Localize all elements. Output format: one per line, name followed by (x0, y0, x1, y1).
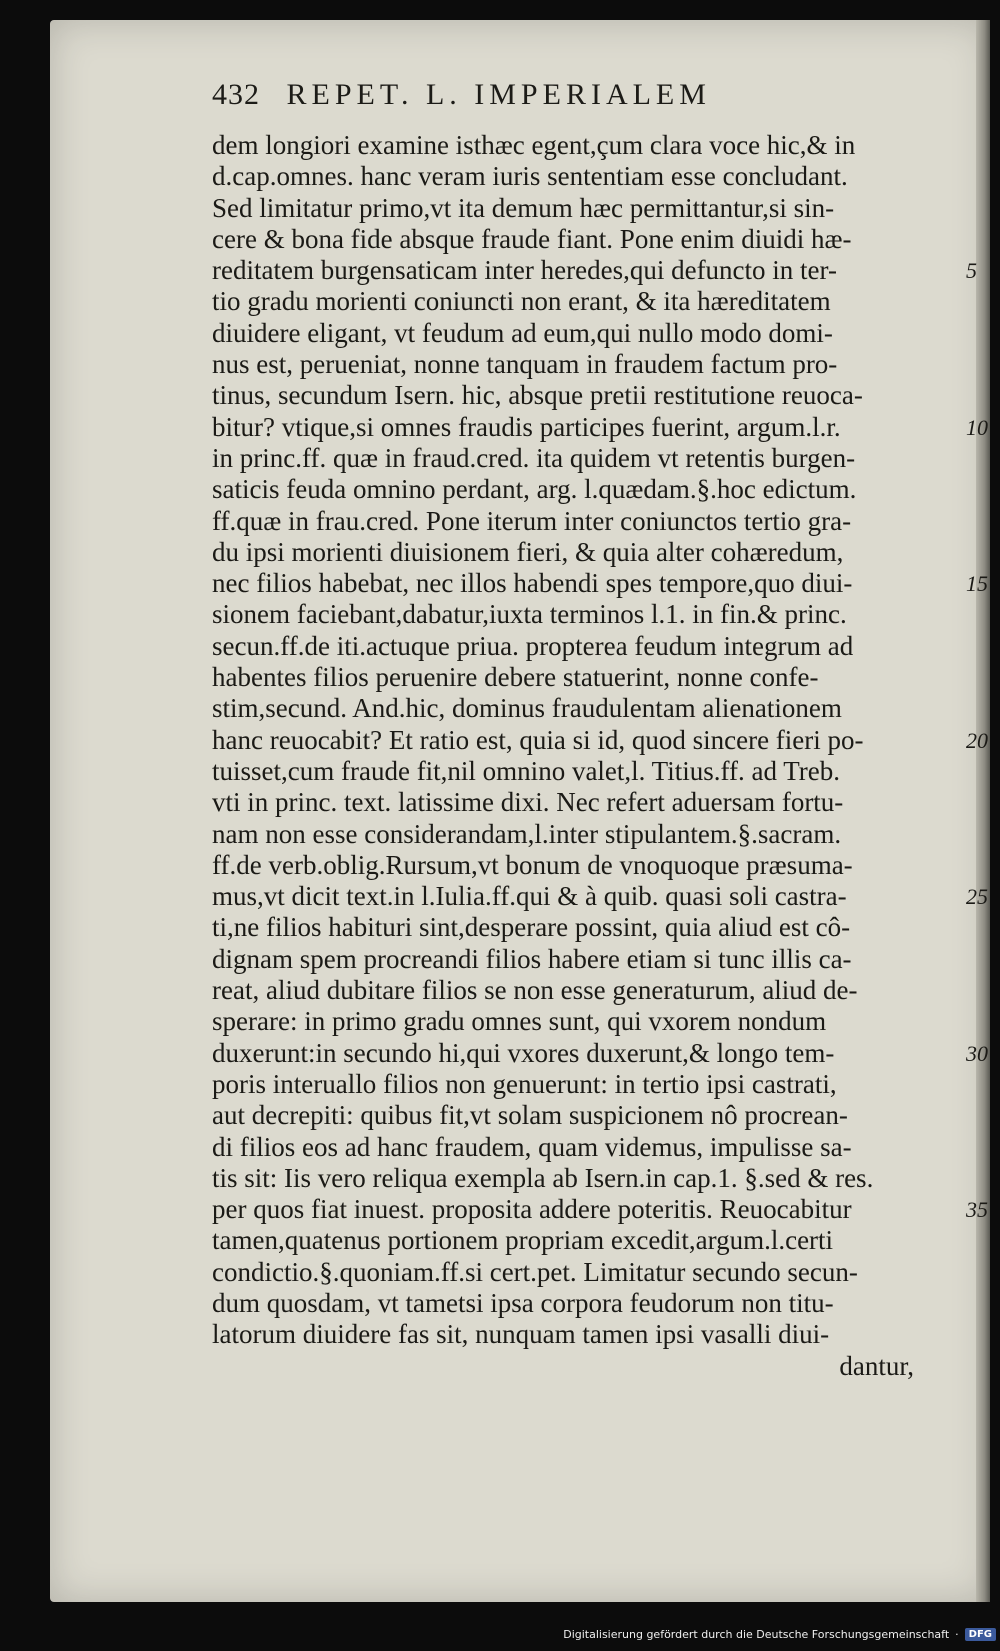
margin-number: 30 (966, 1040, 988, 1066)
text-line: duxerunt:in secundo hi,qui vxores duxerunt,& longo tem- (212, 1037, 835, 1068)
text-line: hanc reuocabit? Et ratio est, quia si id, quod sincere fieri po- (212, 724, 864, 755)
digitization-footer: Digitalisierung gefördert durch die Deutsche Forschungsgemeinschaft · DFG (563, 1623, 996, 1645)
text-line: ff.quæ in frau.cred. Pone iterum inter coniunctos tertio gra- (212, 505, 852, 536)
text-line: per quos fiat inuest. proposita addere poteritis. Reuocabitur (212, 1194, 852, 1225)
text-line: nam non esse considerandam,l.inter stipulantem.§.sacram. (212, 818, 842, 849)
text-line: tuisset,cum fraude fit,nil omnino valet,l. Titius.ff. ad Treb. (212, 755, 840, 786)
running-header (212, 78, 832, 118)
text-line: dignam spem procreandi filios habere etiam si tunc illis ca- (212, 943, 852, 974)
dfg-logo-icon: DFG (965, 1628, 996, 1641)
text-line: tis sit: Iis vero reliqua exempla ab Isern.in cap.1. §.sed & res. (212, 1162, 874, 1193)
text-line: bitur? vtique,si omnes fraudis participes fuerint, argum.l.r. (212, 411, 841, 442)
margin-number: 25 (966, 884, 988, 910)
text-line: stim,secund. And.hic, dominus fraudulentam alienationem (212, 693, 842, 724)
margin-number: 5 (966, 258, 977, 284)
text-line: sperare: in primo gradu omnes sunt, qui vxorem nondum (212, 1006, 827, 1037)
text-line: in princ.ff. quæ in fraud.cred. ita quidem vt retentis burgen- (212, 442, 856, 473)
text-line: ff.de verb.oblig.Rursum,vt bonum de vnoquoque præsuma- (212, 849, 853, 880)
text-line: nec filios habebat, nec illos habendi spes tempore,quo diui- (212, 568, 853, 599)
text-line: ti,ne filios habituri sint,desperare possint, quia aliud est cô- (212, 912, 851, 943)
text-line: dem longiori examine isthæc egent,çum clara voce hic,& in (212, 130, 856, 160)
text-line: condictio.§.quoniam.ff.si cert.pet. Limitatur secundo secun- (212, 1256, 858, 1287)
text-line: vti in princ. text. latissime dixi. Nec refert aduersam fortu- (212, 787, 844, 818)
text-line: poris interuallo filios non genuerunt: in tertio ipsi castrati, (212, 1068, 837, 1099)
text-line: dum quosdam, vt tametsi ipsa corpora feudorum non titu- (212, 1287, 834, 1318)
text-line: tio gradu morienti coniuncti non erant, & ita hæreditatem (212, 286, 831, 317)
text-line: habentes filios peruenire debere statuerint, nonne confe- (212, 662, 819, 693)
margin-number: 20 (966, 727, 988, 753)
text-line: secun.ff.de iti.actuque priua. propterea feudum integrum ad (212, 630, 854, 661)
text-line: tamen,quatenus portionem propriam excedit,argum.l.certi (212, 1225, 834, 1256)
body-text (212, 130, 942, 1382)
margin-number: 15 (966, 571, 988, 597)
footer-credit: Digitalisierung gefördert durch die Deutsche Forschungsgemeinschaft (563, 1627, 950, 1641)
text-line: reditatem burgensaticam inter heredes,qui defuncto in ter- (212, 255, 837, 286)
margin-line-numbers (966, 130, 996, 1430)
text-line: diuidere eligant, vt feudum ad eum,qui nullo modo domi- (212, 317, 833, 348)
text-line: aut decrepiti: quibus fit,vt solam suspicionem nô procrean- (212, 1100, 848, 1131)
page-number: 432 (212, 78, 260, 111)
margin-number: 10 (966, 414, 988, 440)
text-line: latorum diuidere fas sit, nunquam tamen ipsi vasalli diui- (212, 1319, 830, 1350)
text-line: d.cap.omnes. hanc veram iuris sententiam esse concludant. (212, 161, 848, 192)
text-line: cere & bona fide absque fraude fiant. Pone enim diuidi hæ- (212, 223, 852, 254)
text-line: di filios eos ad hanc fraudem, quam videmus, impulisse sa- (212, 1131, 852, 1162)
text-line: du ipsi morienti diuisionem fieri, & quia alter cohæredum, (212, 536, 844, 567)
text-line: tinus, secundum Isern. hic, absque pretii restitutione reuoca- (212, 380, 863, 411)
text-line: reat, aliud dubitare filios se non esse generaturum, aliud de- (212, 975, 858, 1006)
running-title: REPET. L. IMPERIALEM (286, 78, 711, 111)
text-line: dantur, (839, 1350, 914, 1381)
margin-number: 35 (966, 1197, 988, 1223)
text-line: sionem faciebant,dabatur,iuxta terminos l.1. in fin.& princ. (212, 599, 847, 630)
text-line: mus,vt dicit text.in l.Iulia.ff.qui & à quib. quasi soli castra- (212, 881, 847, 912)
text-line: Sed limitatur primo,vt ita demum hæc permittantur,si sin- (212, 192, 835, 223)
text-line: nus est, perueniat, nonne tanquam in fraudem factum pro- (212, 349, 838, 380)
text-line: saticis feuda omnino perdant, arg. l.quædam.§.hoc edictum. (212, 474, 857, 505)
